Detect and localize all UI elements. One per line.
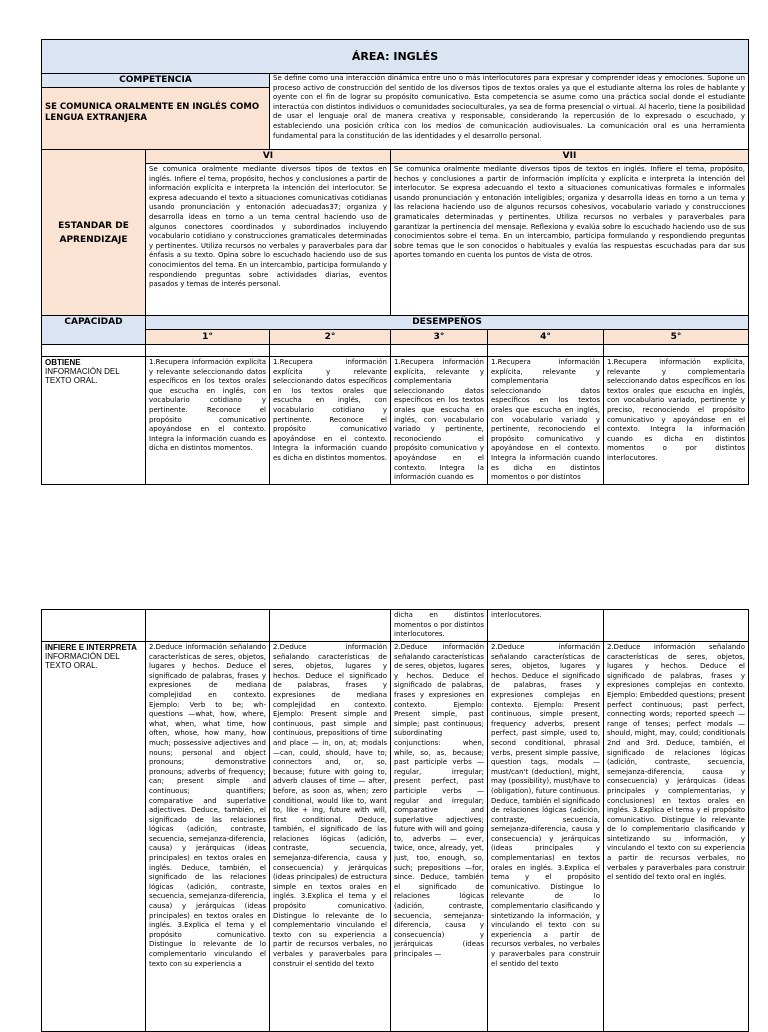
spacer-cell: [391, 345, 488, 357]
obtiene-grade-2: 1.Recupera información explícita y relevante seleccionando datos específicos en los textos orales que escucha en inglés, con vocabulario cotidiano y pertinente. Reconoce el propósito comunicativo apoyándose en el contexto. Integra la información cuando es dicha en distintos momentos.: [270, 357, 391, 485]
infiere-grade-1: 2.Deduce información señalando características de seres, objetos, lugares y hechos. Deduce el significado de palabras, frases y expresiones de mediana complejidad en contexto. Ejemplo: Verb to be; wh- questions —what, how, where, what, when, what time, how often, whose, how many, how much; possessive adjectives and nouns; personal and object pronouns; demonstrative pronouns; adverbs of frequency; can; present simple and continuous; quantifiers; comparative and superlative adjectives. Deduce, también, el significado de las relaciones lógicas (adición, contraste, secuencia, semejanza-diferencia, causa) y jerárquicas (ideas principales) en textos orales en inglés. Deduce, también, el significado de las relaciones lógicas (adición, contraste, secuencia, semejanza-diferencia, causa) y jerárquicas (ideas principales) en textos orales en inglés. 3.Explica el tema y el propósito comunicativo. Distingue lo relevante de lo complementario vinculando el texto con su experiencia a: [146, 642, 270, 1032]
spacer-cell: [270, 345, 391, 357]
grade-1: 1°: [146, 330, 270, 345]
continuation-grade-5: [604, 610, 749, 642]
spacer-cell: [488, 345, 604, 357]
infiere-grade-3: 2.Deduce información señalando características de seres, objetos, lugares y hechos. Deduce el significado de palabras, frases y expresiones en contexto. Ejemplo: Present simple, past simple; past continuous; subordinating conjunctions: when, while, so, as, because; past participle verbs — regular, irregular; present perfect, past participle verbs — regular and irregular; comparative and superlative adjectives; future with will and going to, adverbs — ever, twice, once, already, yet, just, too, enough, so, such; prepositions —for, since. Deduce, también el significado de relaciones lógicas (adición, contraste, secuencia, semejanza-diferencia, causa y consecuencia) y jerárquicas (ideas principales —: [391, 642, 488, 1032]
capacidad-label: CAPACIDAD: [42, 316, 146, 345]
continuation-grade-4: interlocutores.: [488, 610, 604, 642]
continuation-grade-2: [270, 610, 391, 642]
competencia-label: COMPETENCIA: [42, 74, 270, 88]
table-part-1: [41, 39, 748, 485]
capacidad-obtiene: [42, 357, 146, 485]
estandar-label: ESTANDAR DE APRENDIZAJE: [42, 150, 146, 316]
obtiene-grade-1: 1.Recupera información explícita y relevante seleccionando datos específicos en los textos orales que escucha en inglés, con vocabulario cotidiano y pertinente. Reconoce el propósito comunicativo apoyándose en el contexto. Integra la información cuando es dicha en distintos momentos.: [146, 357, 270, 485]
spacer-cell: [146, 345, 270, 357]
desempenos-label: DESEMPEÑOS: [146, 316, 749, 330]
grade-4: 4°: [488, 330, 604, 345]
obtiene-grade-5: 1.Recupera información explícita, relevante y complementaria seleccionando datos específicos en los textos orales que escucha en inglés, con vocabulario variado, pertinente y preciso, reconociendo el propósito comunicativo y apoyándose en el contexto. Integra la información cuando es dicha en distintos momentos o por distintos interlocutores.: [604, 357, 749, 485]
area-title: ÁREA: INGLÉS: [42, 40, 749, 74]
continuation-cell: [42, 610, 146, 642]
infiere-grade-5: 2.Deduce información señalando características de seres, objetos, lugares y hechos. Deduce el significado de palabras, frases y expresiones complejas en contexto. Ejemplo: Embedded questions; present perfect continuous; past perfect, connecting words; reported speech —range of tenses; perfect modals —should, might, may, could; conditionals 2nd and 3rd. Deduce, también, el significado de relaciones lógicas (adición, contraste, secuencia, semejanza-diferencia, causa y consecuencia) y jerárquicas (ideas principales y complementarias, y conclusiones) en textos orales en inglés. 3.Explica el tema y el propósito comunicativo. Distingue lo relevante de lo complementario clasificando y sintetizando su información, y vinculando el texto con su experiencia a partir de recursos verbales, no verbales y paraverbales para construir el sentido del texto oral en inglés.: [604, 642, 749, 1032]
obtiene-grade-4: 1.Recupera información explícita, relevante y complementaria seleccionando datos específicos en los textos orales que escucha en inglés, con vocabulario variado y pertinente, reconociendo el propósito comunicativo y apoyándose en el contexto. Integra la información cuando es dicha en distintos momentos o por distintos: [488, 357, 604, 485]
estandar-vi-text: Se comunica oralmente mediante diversos tipos de textos en inglés. Infiere el tema, propósito, hechos y conclusiones a partir de información explícita e interpreta la intención del interlocutor. Se expresa adecuando el texto a situaciones comunicativas cotidianas usando pronunciación y entonación adecuadas37; organiza y desarrolla ideas en torno a un tema central haciendo uso de algunos conectores coordinados y subordinados incluyendo vocabulario cotidiano y construcciones gramaticales determinadas y pertinentes. Utiliza recursos no verbales y paraverbales para dar énfasis a su texto. Opina sobre lo escuchado haciendo uso de sus conocimientos del tema. En un intercambio, participa formulando y respondiendo preguntas sobre actividades diarias, eventos pasados y temas de interés personal.: [146, 164, 391, 316]
continuation-grade-1: [146, 610, 270, 642]
level-vii: VII: [391, 150, 749, 164]
curriculum-table-bottom: [41, 609, 749, 1032]
grade-3: 3°: [391, 330, 488, 345]
spacer-cell: [42, 345, 146, 357]
capacidad-infiere-subtitle: INFORMACIÓN DEL TEXTO ORAL.: [45, 652, 120, 670]
competencia-name: SE COMUNICA ORALMENTE EN INGLÉS COMO LENGUA EXTRANJERA: [42, 88, 270, 150]
obtiene-grade-3: 1.Recupera información explícita, relevante y complementaria seleccionando datos específicos en los textos orales que escucha en inglés, con vocabulario variado y pertinente, reconociendo el propósito comunicativo y apoyándose en el contexto. Integra la información cuando es: [391, 357, 488, 485]
capacidad-obtiene-subtitle: INFORMACIÓN DEL TEXTO ORAL.: [45, 367, 120, 385]
spacer-cell: [604, 345, 749, 357]
level-vi: VI: [146, 150, 391, 164]
infiere-grade-2: 2.Deduce información señalando características de seres, objetos, lugares y hechos. Deduce el significado de palabras, frases y expresiones de mediana complejidad en contexto. Ejemplo: Present simple and continuous, past simple and continuous, prepositions of time and place — in, on, at; modals —can, could, should, have to; connectors and, or, so, because; future with going to, adverb clauses of time — after, before, as soon as, when; zero conditional, would like to, want to, like + ing, future with will, first conditional. Deduce, también, el significado de las relaciones lógicas (adición, contraste, secuencia, semejanza-diferencia, causa y consecuencia) y jerárquicas (ideas principales) de estructura simple en textos orales en inglés. 3.Explica el tema y el propósito comunicativo. Distingue lo relevante de lo complementario vinculando el texto con su experiencia a partir de recursos verbales, no verbales y paraverbales para construir el sentido del texto: [270, 642, 391, 1032]
estandar-vii-text: Se comunica oralmente mediante diversos tipos de textos en inglés. Infiere el tema, propósito, hechos y conclusiones a partir de información implícita y explícita e interpreta la intención del interlocutor. Se expresa adecuando el texto a situaciones comunicativas formales e informales usando pronunciación y entonación inteligibles; organiza y desarrolla ideas en torno a un tema y las relaciona haciendo uso de algunos recursos cohesivos, vocabulario variado y construcciones gramaticales determinadas y pertinentes. Utiliza recursos no verbales y paraverbales para garantizar la pertinencia del mensaje. Reflexiona y evalúa sobre lo escuchado haciendo uso de sus conocimientos sobre el tema. En un intercambio, participa formulando y respondiendo preguntas sobre temas que le son conocidos o habituales y evalúa las respuestas escuchadas para dar sus aportes tomando en cuenta los puntos de vista de otros.: [391, 164, 749, 316]
grade-5: 5°: [604, 330, 749, 345]
curriculum-table-top: [41, 39, 749, 485]
capacidad-infiere: [42, 642, 146, 1032]
capacidad-infiere-title: INFIERE E INTERPRETA: [45, 643, 137, 652]
capacidad-obtiene-title: OBTIENE: [45, 358, 81, 367]
table-part-2: [41, 609, 748, 1032]
competencia-description: Se define como una interacción dinámica entre uno o más interlocutores para expresar y comprender ideas y emociones. Supone un proceso activo de construcción del sentido de los diversos tipos de textos orales ya que el estudiante alterna los roles de hablante y oyente con el fin de lograr su propósito comunicativo. Esta competencia se asume como una práctica social donde el estudiante interactúa con distintos individuos o comunidades socioculturales, ya sea de forma presencial o virtual. Al hacerlo, tiene la posibilidad de usar el lenguaje oral de manera creativa y responsable, considerando la repercusión de lo expresado o escuchado, y estableciendo una posición crítica con los medios de comunicación audiovisuales. La comunicación oral es una herramienta fundamental para la constitución de las identidades y el desarrollo personal.: [270, 74, 749, 150]
grade-2: 2°: [270, 330, 391, 345]
continuation-grade-3: dicha en distintos momentos o por distintos interlocutores.: [391, 610, 488, 642]
infiere-grade-4: 2.Deduce información señalando características de seres, objetos, lugares y hechos. Deduce el significado de palabras, frases y expresiones complejas en contexto. Ejemplo: Present continuous, simple present, frequency adverbs, present perfect, past simple, used to, second conditional, phrasal verbs, present simple passive, question tags, modals — must/can't (deduction), might, may (possibility), must/have to (obligation), future continuous. Deduce, también el significado de relaciones lógicas (adición, contraste, secuencia, semejanza-diferencia, causa y consecuencia) y jerárquicas (ideas principales y complementarias) en textos orales en inglés. 3.Explica el tema y el propósito comunicativo. Distingue lo relevante de lo complementario clasificando y sintetizando la información, y vinculando el texto con su experiencia a partir de recursos verbales, no verbales y paraverbales para construir el sentido del texto: [488, 642, 604, 1032]
